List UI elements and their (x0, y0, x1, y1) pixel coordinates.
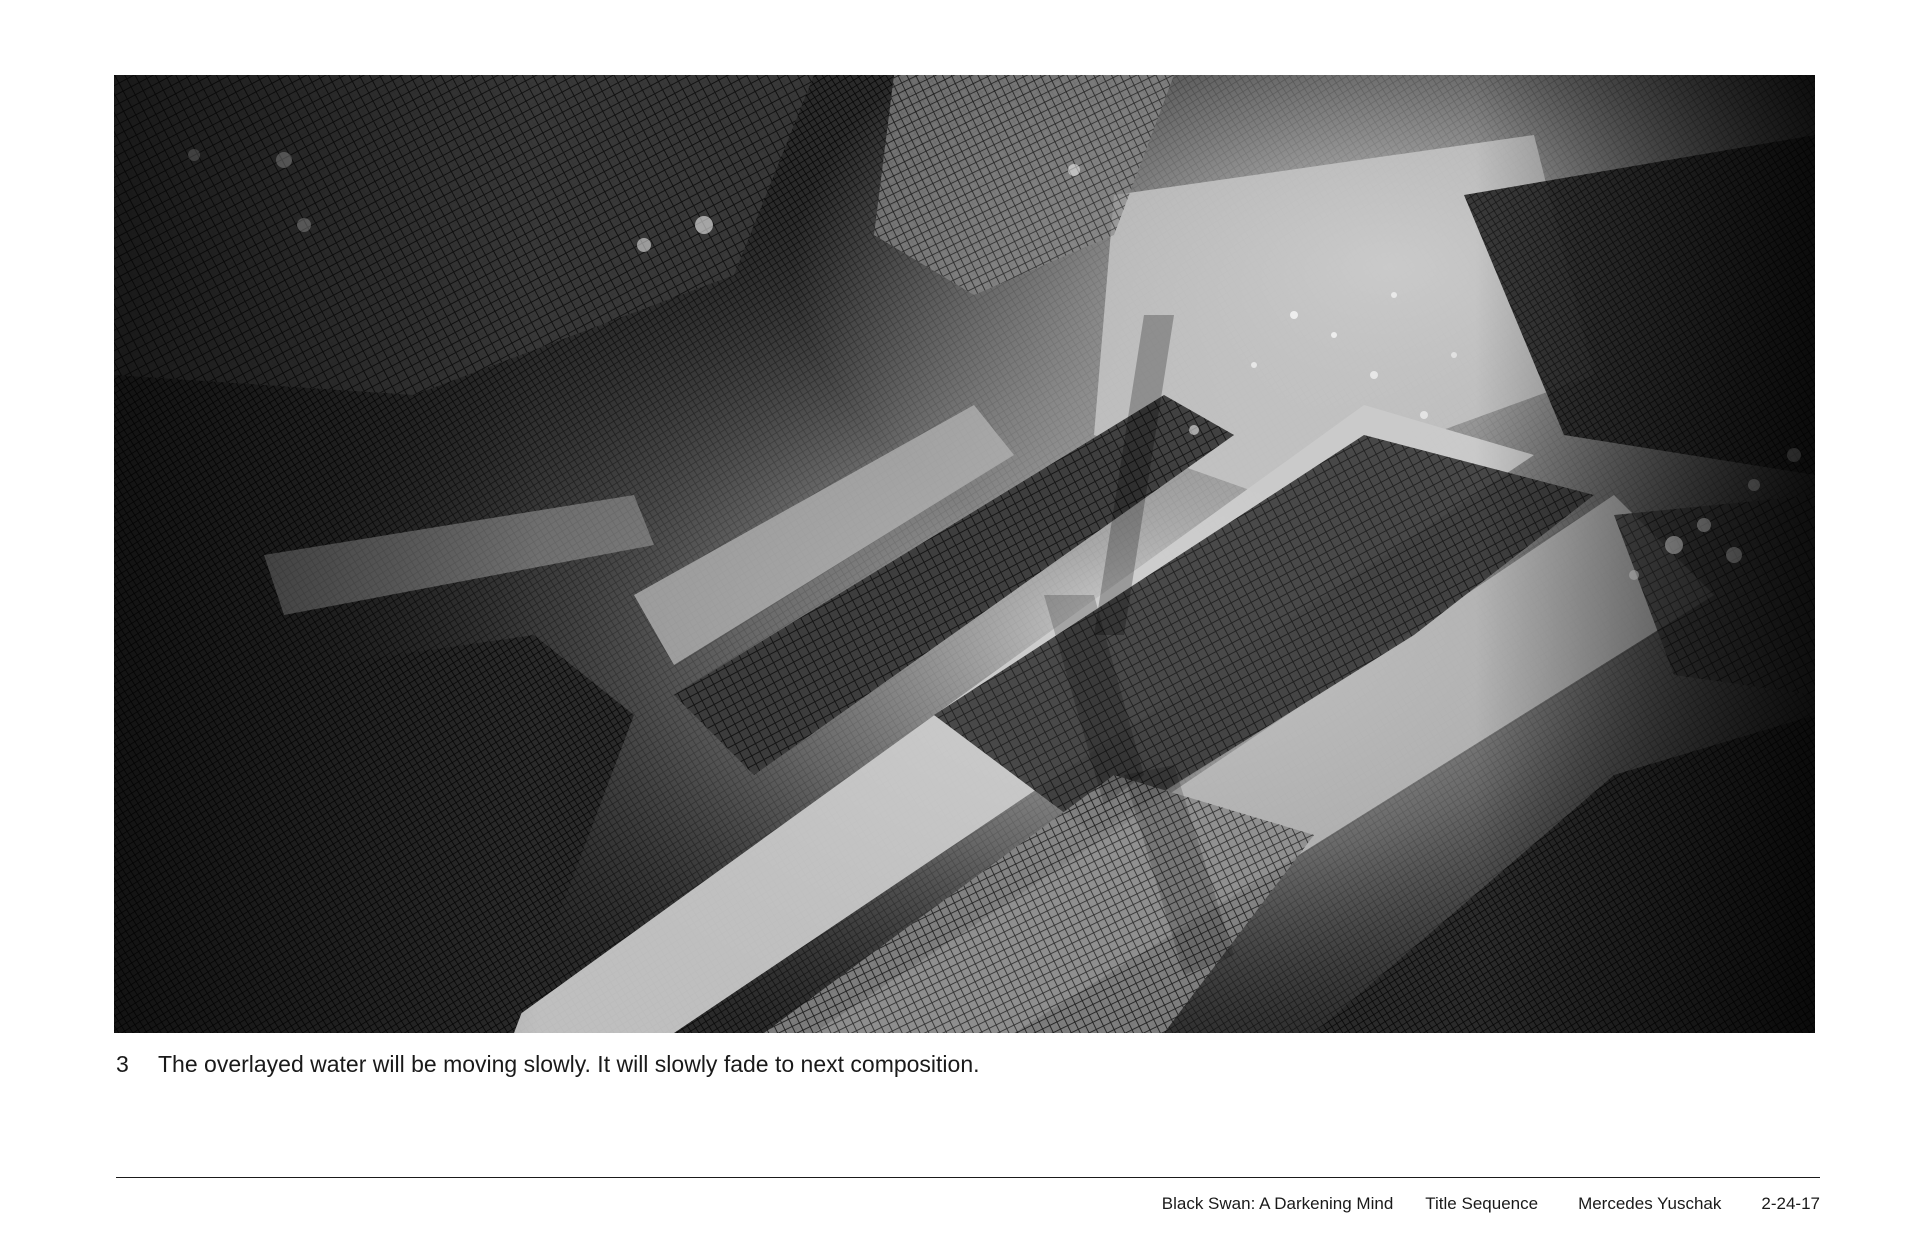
footer-date: 2-24-17 (1761, 1194, 1820, 1213)
footer-author: Mercedes Yuschak (1578, 1194, 1722, 1213)
frame-number: 3 (116, 1051, 129, 1077)
storyboard-frame-image (114, 75, 1815, 1033)
aerial-map-photo (114, 75, 1815, 1033)
caption-text: The overlayed water will be moving slowly. It will slowly fade to next composition. (158, 1051, 980, 1077)
footer-project-title: Black Swan: A Darkening Mind (1161, 1194, 1394, 1213)
footer-divider (116, 1177, 1820, 1178)
page-footer (1162, 1193, 1820, 1215)
footer-section: Title Sequence (1425, 1194, 1539, 1213)
frame-caption (116, 1049, 980, 1079)
